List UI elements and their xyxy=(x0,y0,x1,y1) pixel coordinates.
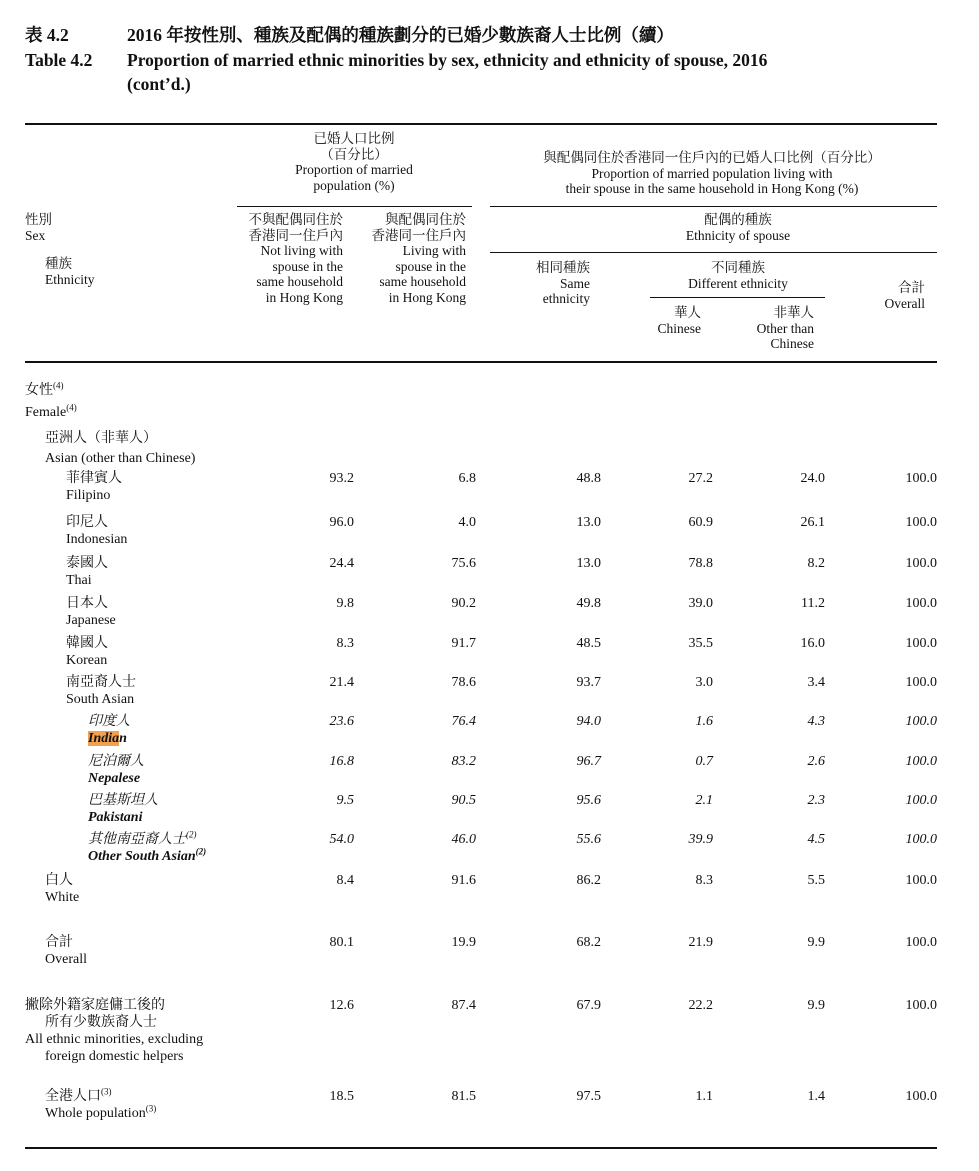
cell-other: 4.5 xyxy=(807,832,825,847)
cell-living: 81.5 xyxy=(451,1089,476,1104)
table-number-en: Table 4.2 xyxy=(25,50,93,70)
row-label-other-south-asian: 其他南亞裔人士$^{(2)}$ Other South Asian$^{(2)}$ xyxy=(88,829,207,864)
cell-chinese: 1.6 xyxy=(695,714,713,729)
section-female-zh: 女性$^{(4)}$ xyxy=(25,380,64,398)
cell-chinese: 1.1 xyxy=(695,1089,713,1104)
cell-same: 49.8 xyxy=(576,596,601,611)
row-label-pakistani: 巴基斯坦人 Pakistani xyxy=(88,793,158,825)
cell-living: 90.2 xyxy=(451,596,476,611)
cell-same: 97.5 xyxy=(576,1089,601,1104)
top-rule xyxy=(25,123,937,125)
cell-other: 9.9 xyxy=(807,935,825,950)
cell-chinese: 21.9 xyxy=(688,935,713,950)
cell-same: 55.6 xyxy=(576,832,601,847)
cell-not-living: 18.5 xyxy=(329,1089,354,1104)
section-asian-en: Asian (other than Chinese) xyxy=(45,451,196,466)
cell-same: 48.5 xyxy=(576,636,601,651)
cell-chinese: 0.7 xyxy=(695,754,713,769)
cell-same: 86.2 xyxy=(576,873,601,888)
row-label-indian: 印度人 Indian xyxy=(88,714,130,746)
cell-living: 78.6 xyxy=(451,675,476,690)
cell-overall: 100.0 xyxy=(905,675,937,690)
cell-chinese: 35.5 xyxy=(688,636,713,651)
cell-same: 93.7 xyxy=(576,675,601,690)
header-bottom-rule xyxy=(25,361,937,363)
cell-living: 4.0 xyxy=(458,515,476,530)
title-text-en: Proportion of married ethnic minorities by sex, ethnicity and ethnicity of spouse, 2016 xyxy=(127,50,768,70)
header-sex: 性別 Sex xyxy=(25,212,52,243)
row-label-korean: 韓國人 Korean xyxy=(66,636,108,668)
cell-living: 19.9 xyxy=(451,935,476,950)
cell-other: 4.3 xyxy=(807,714,825,729)
cell-not-living: 8.3 xyxy=(336,636,354,651)
cell-other: 1.4 xyxy=(807,1089,825,1104)
cell-not-living: 9.5 xyxy=(336,793,354,808)
cell-chinese: 2.1 xyxy=(695,793,713,808)
cell-chinese: 60.9 xyxy=(688,515,713,530)
cell-overall: 100.0 xyxy=(905,793,937,808)
cell-not-living: 21.4 xyxy=(329,675,354,690)
header-rule-living xyxy=(490,206,937,207)
cell-living: 83.2 xyxy=(451,754,476,769)
title-en xyxy=(25,50,767,71)
cell-living: 87.4 xyxy=(451,998,476,1013)
cell-other: 11.2 xyxy=(801,596,825,611)
header-rule-spouse-ethnicity xyxy=(490,252,937,253)
title-en-cont: (cont’d.) xyxy=(127,74,191,94)
section-female-en: Female$^{(4)}$ xyxy=(25,402,77,420)
cell-chinese: 78.8 xyxy=(688,556,713,571)
row-label-overall: 合計 Overall xyxy=(45,935,87,967)
cell-overall: 100.0 xyxy=(905,596,937,611)
header-rule-proportion xyxy=(237,206,472,207)
row-label-japanese: 日本人 Japanese xyxy=(66,596,116,628)
cell-overall: 100.0 xyxy=(905,515,937,530)
cell-other: 2.6 xyxy=(807,754,825,769)
cell-same: 96.7 xyxy=(576,754,601,769)
cell-overall: 100.0 xyxy=(905,832,937,847)
cell-chinese: 22.2 xyxy=(688,998,713,1013)
cell-not-living: 8.4 xyxy=(336,873,354,888)
cell-chinese: 8.3 xyxy=(695,873,713,888)
cell-same: 68.2 xyxy=(576,935,601,950)
cell-not-living: 80.1 xyxy=(329,935,354,950)
row-label-thai: 泰國人 Thai xyxy=(66,556,108,588)
title-text-zh: 2016 年按性別、種族及配偶的種族劃分的已婚少數族裔人士比例（續） xyxy=(127,25,674,45)
cell-overall: 100.0 xyxy=(905,754,937,769)
cell-chinese: 27.2 xyxy=(688,471,713,486)
header-different-ethnicity: 不同種族 Different ethnicity xyxy=(688,260,788,291)
cell-other: 5.5 xyxy=(807,873,825,888)
row-label-south-asian: 南亞裔人士 South Asian xyxy=(66,675,136,707)
cell-not-living: 9.8 xyxy=(336,596,354,611)
bottom-rule xyxy=(25,1147,937,1149)
row-label-nepalese: 尼泊爾人 Nepalese xyxy=(88,754,144,786)
header-proportion-group: 已婚人口比例 （百分比） Proportion of married population (%) xyxy=(295,131,413,193)
row-label-whole-population: 全港人口$^{(3)}$ Whole population$^{(3)}$ xyxy=(45,1086,157,1121)
cell-overall: 100.0 xyxy=(905,714,937,729)
header-overall: 合計 Overall xyxy=(884,280,925,311)
cell-same: 48.8 xyxy=(576,471,601,486)
cell-same: 13.0 xyxy=(576,515,601,530)
header-living-group: 與配偶同住於香港同一住戶內的已婚人口比例（百分比） Proportion of married population living with their spouse in the same household in Hong Kong (%) xyxy=(543,150,881,196)
cell-chinese: 3.0 xyxy=(695,675,713,690)
cell-other: 9.9 xyxy=(807,998,825,1013)
row-label-white: 白人 White xyxy=(45,873,80,905)
cell-overall: 100.0 xyxy=(905,471,937,486)
cell-overall: 100.0 xyxy=(905,998,937,1013)
cell-same: 95.6 xyxy=(576,793,601,808)
cell-overall: 100.0 xyxy=(905,636,937,651)
cell-not-living: 96.0 xyxy=(329,515,354,530)
cell-chinese: 39.9 xyxy=(688,832,713,847)
cell-same: 94.0 xyxy=(576,714,601,729)
cell-other: 3.4 xyxy=(807,675,825,690)
cell-overall: 100.0 xyxy=(905,873,937,888)
highlight-mark: India xyxy=(88,731,120,746)
cell-overall: 100.0 xyxy=(905,1089,937,1104)
header-ethnicity: 種族 Ethnicity xyxy=(45,256,95,287)
header-chinese: 華人 Chinese xyxy=(657,305,701,336)
cell-living: 75.6 xyxy=(451,556,476,571)
cell-not-living: 16.8 xyxy=(329,754,354,769)
cell-other: 16.0 xyxy=(800,636,825,651)
cell-living: 91.6 xyxy=(451,873,476,888)
header-rule-different xyxy=(650,297,825,298)
cell-other: 26.1 xyxy=(800,515,825,530)
cell-living: 76.4 xyxy=(451,714,476,729)
cell-overall: 100.0 xyxy=(905,556,937,571)
cell-not-living: 24.4 xyxy=(329,556,354,571)
cell-living: 90.5 xyxy=(451,793,476,808)
cell-other: 8.2 xyxy=(807,556,825,571)
header-living: 與配偶同住於 香港同一住戶內 Living with spouse in the same household in Hong Kong xyxy=(371,212,466,305)
cell-chinese: 39.0 xyxy=(688,596,713,611)
row-label-excl-fdh: 撇除外籍家庭傭工後的 所有少數族裔人士 All ethnic minorities, excluding foreign domestic helpers xyxy=(25,998,204,1064)
cell-not-living: 54.0 xyxy=(329,832,354,847)
cell-other: 2.3 xyxy=(807,793,825,808)
cell-same: 13.0 xyxy=(576,556,601,571)
title-zh xyxy=(25,22,674,47)
header-other-than-chinese: 非華人 Other than Chinese xyxy=(756,305,814,351)
table-number-zh: 表 4.2 xyxy=(25,25,69,45)
cell-living: 91.7 xyxy=(451,636,476,651)
header-spouse-ethnicity: 配偶的種族 Ethnicity of spouse xyxy=(685,212,791,243)
cell-not-living: 93.2 xyxy=(329,471,354,486)
cell-overall: 100.0 xyxy=(905,935,937,950)
cell-not-living: 12.6 xyxy=(329,998,354,1013)
section-asian-zh: 亞洲人（非華人） xyxy=(45,431,157,446)
row-label-indonesian: 印尼人 Indonesian xyxy=(66,515,128,547)
cell-other: 24.0 xyxy=(800,471,825,486)
header-not-living: 不與配偶同住於 香港同一住戶內 Not living with spouse in the same household in Hong Kong xyxy=(248,212,343,305)
cell-same: 67.9 xyxy=(576,998,601,1013)
row-label-filipino: 菲律賓人 Filipino xyxy=(66,471,122,503)
cell-not-living: 23.6 xyxy=(329,714,354,729)
header-same-ethnicity: 相同種族 Same ethnicity xyxy=(536,260,590,306)
cell-living: 6.8 xyxy=(458,471,476,486)
cell-living: 46.0 xyxy=(451,832,476,847)
